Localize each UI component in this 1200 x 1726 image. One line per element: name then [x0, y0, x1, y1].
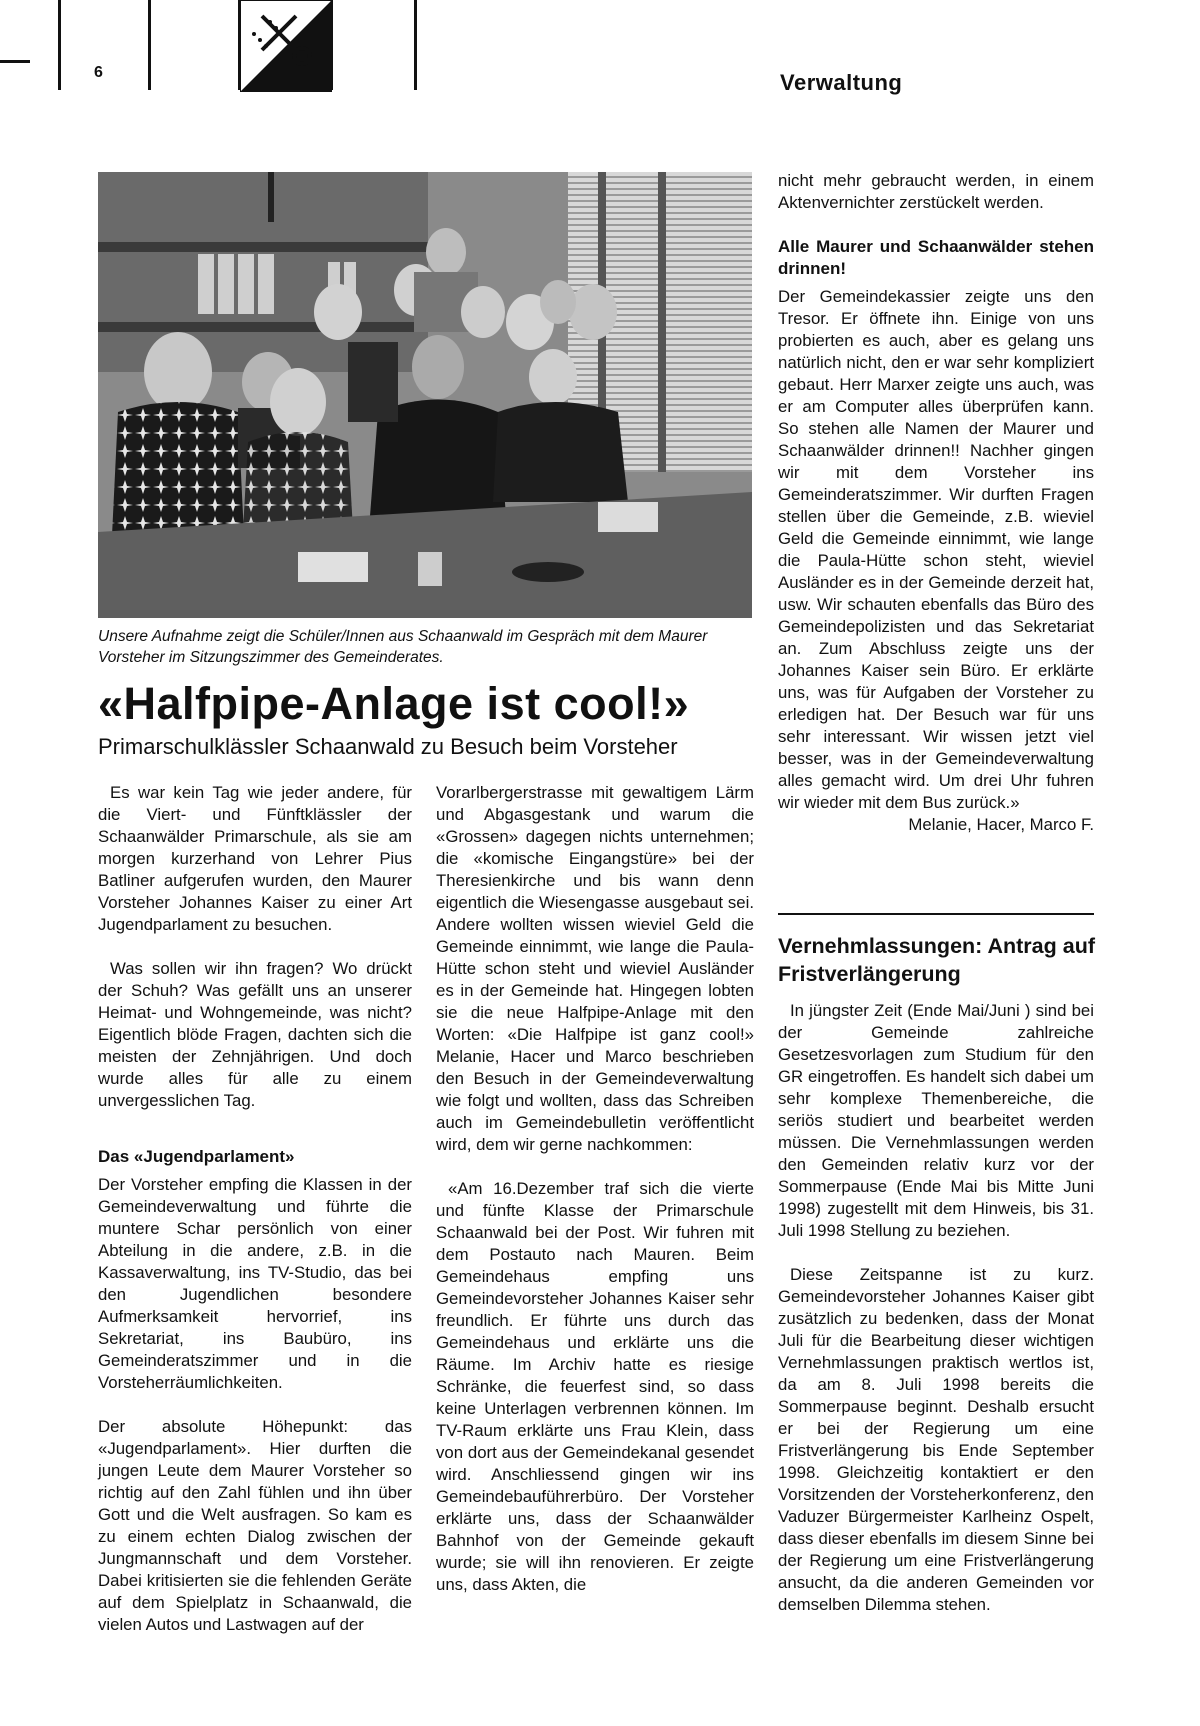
subheading-jugendparlament: Das «Jugendparlament»	[98, 1147, 295, 1166]
paragraph: In jüngster Zeit (Ende Mai/Juni ) sind bei der Gemeinde zahlreiche Gesetzesvorlagen zum Studium für den GR eingetroffen. Es handelt sich dabei um sehr komplexe Themenbereiche, die seriös studiert und bearbeitet werden müssen. Die Vernehmlassungen werden den Gemeinden relativ kurz vor der Sommerpause (Ende Mai bis Mitte Juni 1998) zugestellt mit dem Hinweis, bis 31. Juli 1998 Stellung zu beziehen.	[778, 1001, 1094, 1240]
paragraph: Es war kein Tag wie jeder andere, für die Viert- und Fünftklässler der Schaanwälder Primarschule, als sie am morgen kurzerhand von Lehrer Pius Batliner aufgerufen wurden, den Maurer Vorsteher Johannes Kaiser zu einer Art Jugendparlament zu besuchen.	[98, 783, 412, 934]
paragraph: «Am 16.Dezember traf sich die vierte und fünfte Klasse der Primarschule Schaanwald bei der Post. Wir fuhren mit dem Postauto nach Mauren. Beim Gemeindehaus empfing uns Gemeindevorsteher Johannes Kaiser sehr freundlich. Er führte uns durch das Gemeindehaus und erklärte uns die Räume. Im Archiv hatte es riesige Schränke, die feuerfest sind, so dass keine Unterlagen verbrennen können. Im TV-Raum erklärte uns Frau Klein, dass von dort aus der Gemeindekanal gesendet wird. Anschliessend gingen wir ins Gemeindebauführerbüro. Der Vorsteher erklärte uns, dass der Schaanwälder Bahnhof von der Gemeinde gekauft wurde; sie will ihn renovieren. Er zeigte uns, dass Akten, die	[436, 1179, 754, 1594]
paragraph: Der Vorsteher empfing die Klassen in der Gemeindeverwaltung und führte die muntere Schar persönlich von einer Abteilung in die andere, z.B. in die Kassaverwaltung, ins TV-Studio, das bei den Jugendlichen besondere Aufmerksamkeit hervorrief, ins Sekretariat, ins Baubüro, ins Gemeinderatszimmer und in die Vorsteherräumlichkeiten.	[98, 1175, 412, 1392]
paragraph: nicht mehr gebraucht werden, in einem Aktenvernichter zerstückelt werden.	[778, 171, 1094, 212]
paragraph: Der absolute Höhepunkt: das «Jugendparlament». Hier durften die jungen Leute dem Maurer Vorsteher so richtig auf den Zahl fühlen und ihn über Gott und die Welt ausfragen. So kam es zu einem echten Dialog zwischen der Jungmannschaft und dem Vorsteher. Dabei kritisierten sie die fehlenden Geräte auf dem Spielplatz in Schaanwald, die vielen Autos und Lastwagen auf der	[98, 1417, 412, 1634]
header-rule	[58, 0, 61, 90]
subheading-maurer: Alle Maurer und Schaanwälder stehen drinnen!	[778, 237, 1094, 278]
section-title: Verwaltung	[780, 70, 903, 95]
article2-headline: Vernehmlassungen: Antrag auf Fristverlängerung	[778, 934, 1095, 986]
photo-caption: Unsere Aufnahme zeigt die Schüler/Innen aus Schaanwald im Gespräch mit dem Maurer Vorsteher im Sitzungszimmer des Gemeinderates.	[98, 628, 708, 666]
article-column-2	[436, 782, 754, 1618]
group-photo	[98, 172, 752, 618]
article-subheadline: Primarschulklässler Schaanwald zu Besuch beim Vorsteher	[98, 734, 678, 759]
classroom-photo-image	[98, 172, 752, 618]
article-column-1	[98, 782, 412, 1658]
header-rule	[414, 0, 417, 90]
paragraph: Was sollen wir ihn fragen? Wo drückt der Schuh? Was gefällt uns an unserer Heimat- und Wohngemeinde, was nicht? Eigentlich blöde Fragen, dachten sich die meisten der Zehnjährigen. Und doch wurde alles für alle zu einem unvergesslichen Tag.	[98, 959, 412, 1110]
header-rule	[148, 0, 151, 90]
municipal-crest-icon	[240, 0, 332, 92]
paragraph: Diese Zeitspanne ist zu kurz. Gemeindevorsteher Johannes Kaiser gibt zusätzlich zu bedenken, dass der Monat Juli für die Bearbeitung dieser wichtigen Vernehmlassungen praktisch wertlos ist, da am 8. Juli 1998 bereits die Sommerpause beginnt. Deshalb ersucht er bei der Regierung um eine Fristverlängerung bis Ende September 1998. Gleichzeitig kontaktiert er den Vorsitzenden der Vorsteherkonferenz, den Vaduzer Bürgermeister Karlheinz Ospelt, dass dieser ebenfalls im diesem Sinne bei der Regierung um eine Fristverlängerung ansucht, da die anderen Gemeinden vor demselben Dilemma stehen.	[778, 1265, 1094, 1614]
paragraph: Vorarlbergerstrasse mit gewaltigem Lärm und Abgasgestank und warum die «Grossen» dagegen nichts unternehmen; die «komische Eingangstüre» bei der Theresienkirche und bis wann denn eigentlich die Wiesengasse ausgebaut sei. Andere wollten wissen wieviel Geld die Gemeinde einnimmt, wie lange die Paula-Hütte schon steht und wieviel Ausländer es in der Gemeinde hat. Hingegen lobten sie die neue Halfpipe-Anlage mit den Worten: «Die Halfpipe ist ganz cool!» Melanie, Hacer und Marco beschrieben den Besuch in der Gemeindeverwaltung wie folgt und wollten, dass das Schreiben auch im Gemeindebulletin veröffentlicht wird, dem wir gerne nachkommen:	[436, 783, 754, 1154]
article2-body	[778, 1000, 1094, 1638]
paragraph: Der Gemeindekassier zeigte uns den Tresor. Er öffnete ihn. Einige von uns probierten es auch, aber es gelang uns natürlich nicht, den er war sehr kompliziert gebaut. Herr Marxer zeigte uns auch, was er am Computer alles überprüfen kann. So stehen alle Namen der Maurer und Schaanwälder drinnen!! Nachher gingen wir mit dem Vorsteher ins Gemeinderatszimmer. Wir durften Fragen stellen über die Gemeinde, z.B. wieviel Geld die Gemeinde einnimmt, wie lange die Paula-Hütte schon steht, wieviel Ausländer es in der Gemeinde derzeit hat, usw. Wir schauten ebenfalls das Büro des Gemeindepolizisten und das Sekretariat an. Zum Abschluss zeigte uns der Johannes Kaiser sein Büro. Er erklärte uns, was für Aufgaben der Vorsteher zu erledigen hat. Der Besuch war für uns sehr interessant. Wir wissen jetzt viel besser, was in der Gemeindeverwaltung alles gemacht wird. Um drei Uhr fuhren wir wieder mit dem Bus zurück.»	[778, 287, 1094, 812]
header-rule	[0, 60, 30, 63]
article-column-3	[778, 170, 1094, 836]
header-grid	[0, 0, 420, 90]
article-headline: «Halfpipe-Anlage ist cool!»	[98, 678, 690, 729]
page-number: 6	[94, 64, 103, 81]
signature: Melanie, Hacer, Marco F.	[908, 815, 1094, 834]
article-divider	[778, 913, 1094, 915]
